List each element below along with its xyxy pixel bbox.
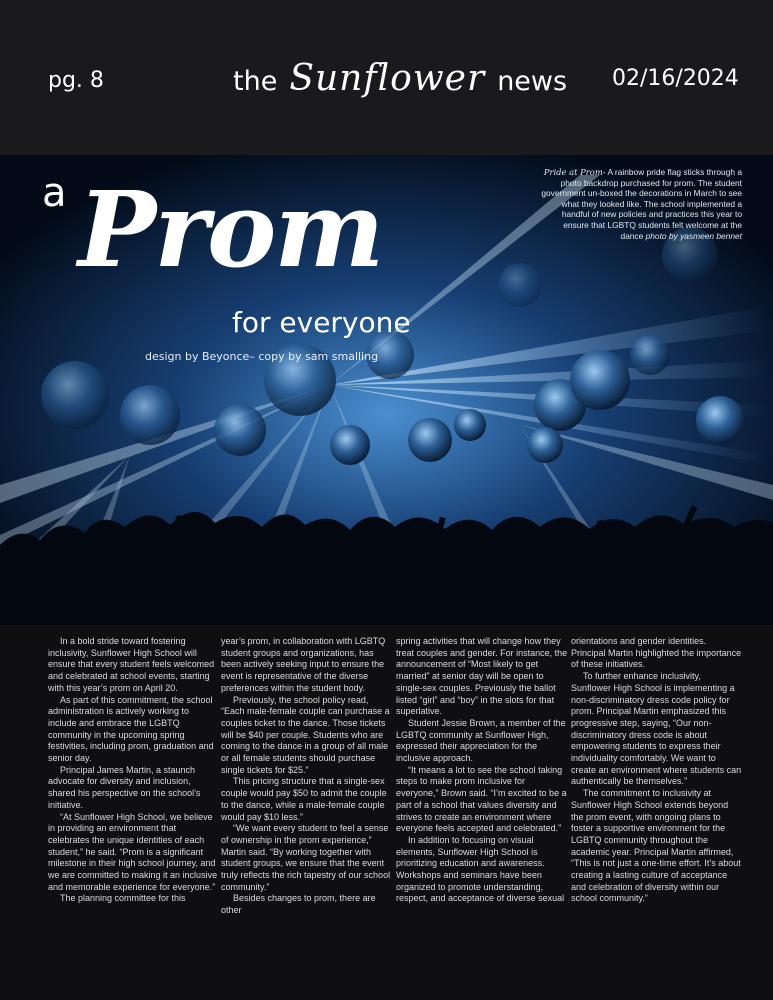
crowd-silhouette — [0, 505, 773, 625]
paragraph: This pricing structure that a single-sex couple would pay $50 to admit the couple to the dance, while a male-female couple would pay $10 less.” — [221, 776, 387, 822]
paragraph: To further enhance inclusivity, Sunflower High School is implementing a non-discriminatory dress code policy for prom. Principal Martin emphasized this progressive step, saying, “Our non-discriminatory dress code is about empowering students to express their individuality comfortably. We want to create an environment where students can authentically be themselves.” — [571, 671, 742, 787]
paragraph: Besides changes to prom, there are other — [221, 893, 376, 916]
paragraph: In addition to focusing on visual elements, Sunflower High School is prioritizing education and awareness. Workshops and seminars have been organized to promote understanding, respect, and acceptance of diverse sexual — [396, 834, 565, 904]
masthead — [233, 58, 567, 99]
paragraph: “We want every student to feel a sense of ownership in the prom experience,” Martin said. “By working together with student groups, we ensure that the event truly reflects the rich tapestry of our school community.” — [221, 823, 391, 892]
caption-credit: photo by yasmeen bennet — [645, 230, 742, 241]
issue-date: 02/16/2024 — [612, 66, 739, 91]
paragraph: year’s prom, in collaboration with LGBTQ student groups and organizations, has been actively seeking input to ensure the event is representative of the diverse preferences within the student body. — [221, 636, 386, 693]
paragraph: orientations and gender identities. Principal Martin highlighted the importance of these initiatives. — [571, 636, 742, 670]
headline-a: a — [42, 170, 67, 216]
masthead-the: the — [233, 66, 278, 97]
article-column-2 — [221, 636, 393, 917]
paragraph: Student Jessie Brown, a member of the LGBTQ community at Sunflower High, expressed their appreciation for the inclusive approach. — [396, 717, 566, 764]
byline: design by Beyonce– copy by sam smalling — [145, 350, 379, 363]
headline-sub: for everyone — [232, 306, 411, 339]
paragraph: “At Sunflower High School, we believe in providing an environment that celebrates the unique identities of each student,” he said. “Prom is a significant milestone in their high school journey, and we are committed to making it an inclusive and memorable experience for everyone.” — [48, 811, 218, 892]
paragraph: In a bold stride toward fostering inclusivity, Sunflower High School will ensure that every student feels welcomed and celebrated at school events, starting with this year’s prom on April 20. — [48, 636, 215, 693]
paragraph: “It means a lot to see the school taking steps to make prom inclusive for everyone,” Brown said. “I’m excited to be a part of a school that values diversity and strives to create an environment where everyone feels accepted and celebrated.” — [396, 764, 567, 834]
paragraph: The commitment to inclusivity at Sunflower High School extends beyond the prom event, with ongoing plans to foster a supportive environment for the LGBTQ community throughout the academic year. Principal Martin affirmed, “This is not just a one-time effort. It’s about creating a lasting culture of acceptance and celebration of diversity within our school community.” — [571, 788, 741, 904]
paragraph: Principal James Martin, a staunch advocate for diversity and inclusion, shared his perspective on the school’s initiative. — [48, 764, 201, 810]
article-column-3 — [396, 636, 568, 905]
article-column-4 — [571, 636, 743, 905]
headline-prom: Prom — [78, 168, 383, 291]
page-number: pg. 8 — [48, 68, 104, 93]
article-column-1 — [48, 636, 220, 905]
paragraph: spring activities that will change how they treat couples and gender. For instance, the announcement of “Most likely to get married” at senior day will be open to single-sex couples. Previously the ballot listed “girl” and “boy” in the slots for that superlative. — [396, 636, 568, 717]
paragraph: Previously, the school policy read, “Each male-female couple can purchase a couples ticket to the dance. Those tickets will be $40 per couple. Students who are coming to the dance in a group of all male or all female students should purchase single tickets for $25.” — [221, 694, 390, 775]
caption-text: - A rainbow pride flag sticks through a photo backdrop purchased for prom. The student government un-boxed the decorations in March to see what they looked like. The school implemented a handful of new policies and practices this year to ensure that LGBTQ students felt welcome at the dance — [541, 167, 742, 241]
masthead-news: news — [497, 66, 568, 97]
masthead-sunflower: Sunflower — [289, 58, 486, 99]
paragraph: As part of this commitment, the school administration is actively working to include and embrace the LGBTQ community in the upcoming spring festivities, including prom, graduation and senior day. — [48, 694, 214, 764]
paragraph: The planning committee for this — [60, 893, 186, 904]
caption-title: Pride at Prom — [543, 167, 603, 177]
photo-caption — [540, 167, 742, 241]
